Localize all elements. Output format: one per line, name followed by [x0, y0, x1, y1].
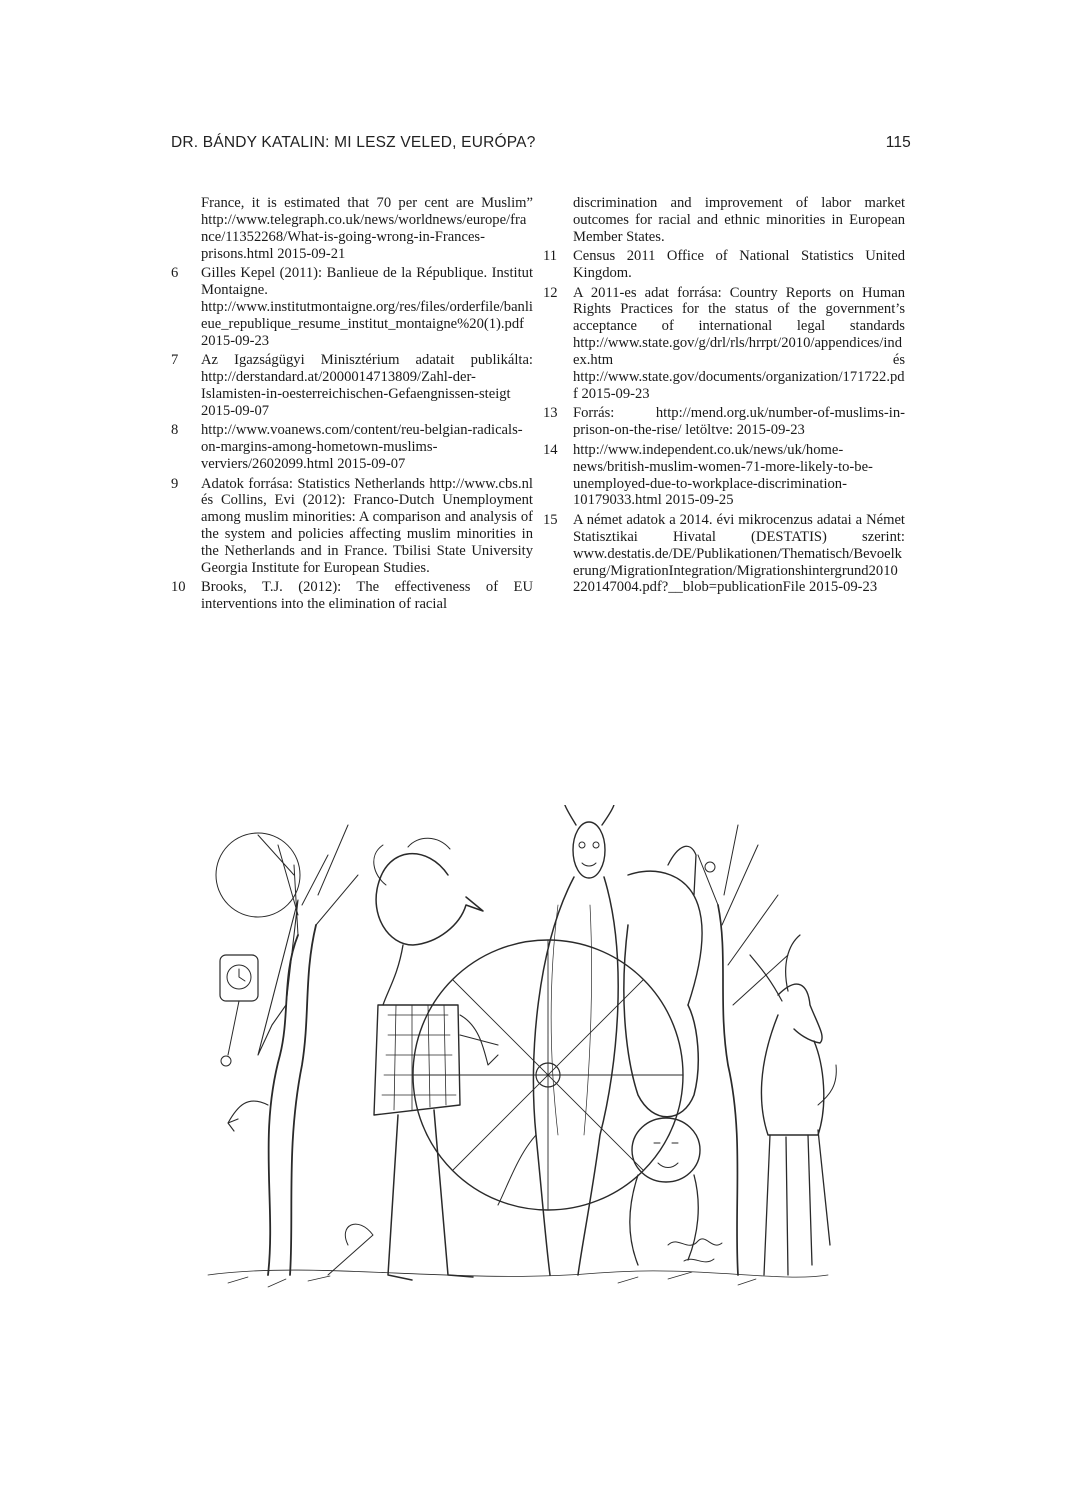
footnote	[543, 512, 905, 597]
footnote-text: Az Igazságügyi Minisztérium adatait publikálta: http://derstandard.at/2000014713809/Zahl-der-Islamisten-in-oesterreichischen-Gefaengnissen-steigt 2015-09-07	[201, 352, 533, 419]
footnotes-right-column	[543, 195, 905, 599]
footnote-number: 8	[171, 422, 179, 439]
footnote-number: 13	[543, 405, 558, 422]
signature-icon	[668, 1239, 722, 1262]
footnote-number: 14	[543, 441, 558, 458]
footnote-number: 7	[171, 352, 179, 369]
footnote	[543, 285, 905, 403]
footnote-text: Forrás: http://mend.org.uk/number-of-muslims-in-prison-on-the-rise/ letöltve: 2015-09-23	[573, 405, 905, 439]
clock-icon	[220, 955, 258, 1001]
pen-ink-drawing-icon	[198, 805, 838, 1305]
footnote	[171, 195, 533, 263]
footnote-number: 6	[171, 265, 179, 282]
running-header	[171, 134, 911, 156]
footnote-text: Brooks, T.J. (2012): The effectiveness of EU interventions into the elimination of racial	[201, 579, 533, 613]
footnote	[543, 248, 905, 282]
footnotes-left-column	[171, 195, 533, 616]
page-number: 115	[885, 134, 911, 151]
footnote-number: 11	[543, 248, 558, 265]
moon-icon	[216, 833, 300, 917]
footnote-number: 12	[543, 284, 558, 301]
footnote-text: A 2011-es adat forrása: Country Reports on Human Rights Practices for the status of the government’s acceptance of international legal standards http://www.state.gov/g/drl/rls/hrrpt/2010/appendices/index.htm és http://www.state.gov/documents/organization/171722.pdf 2015-09-23	[573, 284, 905, 402]
footnote-text: Adatok forrása: Statistics Netherlands http://www.cbs.nl és Collins, Evi (2012): Franco-Dutch Unemployment among muslim minorities: A comparison and analysis of the system and policies affecting muslim minorities in the Netherlands and in France. Tbilisi State University Georgia Institute for European Studies.	[201, 475, 533, 577]
footnote	[171, 352, 533, 420]
footnote-text: http://www.voanews.com/content/reu-belgian-radicals-on-margins-among-hometown-muslims-verviers/2602099.html 2015-09-07	[201, 422, 523, 473]
footnote-number: 15	[543, 511, 558, 528]
footnote-text: http://www.independent.co.uk/news/uk/home-news/british-muslim-women-71-more-likely-to-be-unemployed-due-to-workplace-discrimination-10179033.html 2015-09-25	[573, 441, 873, 509]
footnote-text: discrimination and improvement of labor market outcomes for racial and ethnic minorities in European Member States.	[573, 195, 905, 245]
footnote	[543, 442, 905, 510]
footnote-text: France, it is estimated that 70 per cent are Muslim” http://www.telegraph.co.uk/news/worldnews/europe/france/11352268/What-is-going-wrong-in-Frances-prisons.html 2015-09-21	[201, 195, 533, 262]
footnote	[171, 265, 533, 350]
footnote	[171, 476, 533, 577]
footnote-text: A német adatok a 2014. évi mikrocenzus adatai a Német Statisztikai Hivatal (DESTATIS) szerint: www.destatis.de/DE/Publikationen/Thematisch/Bevoelkerung/MigrationIntegration/Migrationshintergrund2010220147004.pdf?__blob=publicationFile 2015-09-23	[573, 511, 905, 596]
footnote-number: 9	[171, 475, 179, 492]
footnote-text: Census 2011 Office of National Statistics United Kingdom.	[573, 248, 905, 282]
footnote	[171, 579, 533, 613]
footnote	[171, 422, 533, 473]
footnote-text: Gilles Kepel (2011): Banlieue de la République. Institut Montaigne. http://www.institutmontaigne.org/res/files/orderfile/banlieue_republique_resume_institut_montaigne%20(1).pdf 2015-09-23	[201, 265, 533, 349]
running-title: DR. BÁNDY KATALIN: MI LESZ VELED, EURÓPA?	[171, 134, 536, 151]
ink-illustration	[198, 805, 838, 1305]
footnote	[543, 405, 905, 439]
footnote	[543, 195, 905, 246]
footnote-number: 10	[171, 579, 186, 596]
